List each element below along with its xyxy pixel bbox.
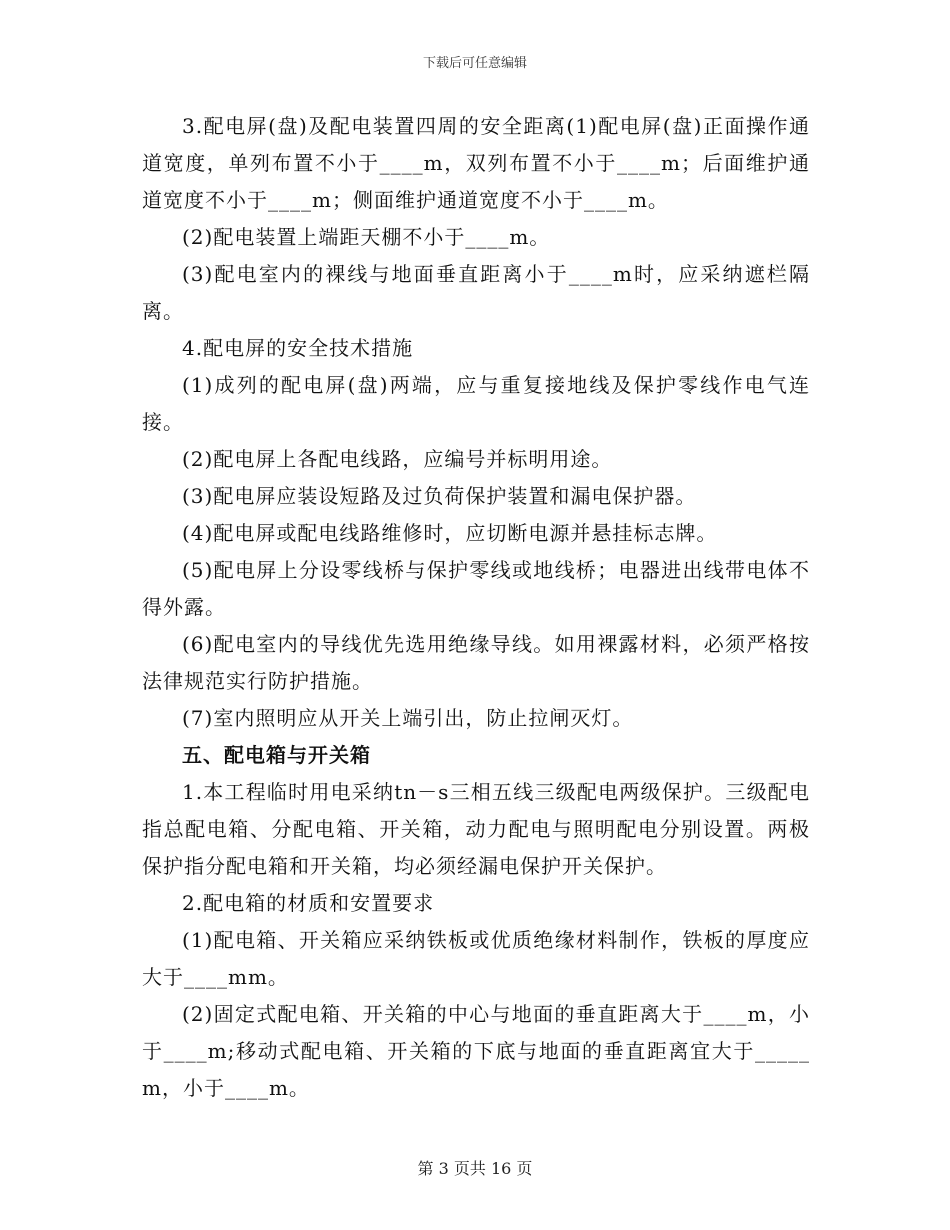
paragraph-measure-4: (4)配电屏或配电线路维修时，应切断电源并悬挂标志牌。 [182,521,718,545]
section-heading: 五、配电箱与开关箱 [182,743,371,767]
paragraph-section-2: 2.配电箱的材质和安置要求 [182,891,435,915]
paragraph-measures-title: 4.配电屏的安全技术措施 [182,336,414,360]
paragraph-bare-wire: (3)配电室内的裸线与地面垂直距离小于____m时，应采纳遮栏隔离。 [142,262,810,323]
paragraph-measure-7: (7)室内照明应从开关上端引出，防止拉闸灭灯。 [182,706,634,730]
paragraph-section-3: (1)配电箱、开关箱应采纳铁板或优质绝缘材料制作，铁板的厚度应大于____mm。 [142,928,810,989]
paragraph-measure-3: (3)配电屏应装设短路及过负荷保护装置和漏电保护器。 [182,484,697,508]
paragraph-measure-6: (6)配电室内的导线优先选用绝缘导线。如用裸露材料，必须严格按法律规范实行防护措施。 [142,632,810,693]
paragraph-section-4: (2)固定式配电箱、开关箱的中心与地面的垂直距离大于____m，小于____m;移动式配电箱、开关箱的下底与地面的垂直距离宜大于_____m，小于____m。 [142,1002,810,1100]
paragraph-safety-distance: 3.配电屏(盘)及配电装置四周的安全距离(1)配电屏(盘)正面操作通道宽度，单列布置不小于____m，双列布置不小于____m；后面维护通道宽度不小于____m；侧面维护通道宽度不小于____m。 [142,114,810,212]
paragraph-measure-5: (5)配电屏上分设零线桥与保护零线或地线桥；电器进出线带电体不得外露。 [142,558,810,619]
paragraph-section-1: 1.本工程临时用电采纳tn－s三相五线三级配电两级保护。三级配电指总配电箱、分配电箱、开关箱，动力配电与照明配电分别设置。两极保护指分配电箱和开关箱，均必须经漏电保护开关保护。 [142,780,810,878]
page-footer: 第 3 页共 16 页 [417,1159,533,1178]
paragraph-ceiling-distance: (2)配电装置上端距天棚不小于____m。 [182,225,551,249]
paragraph-measure-1: (1)成列的配电屏(盘)两端，应与重复接地线及保护零线作电气连接。 [142,373,810,434]
document-body [142,108,810,1107]
paragraph-measure-2: (2)配电屏上各配电线路，应编号并标明用途。 [182,447,613,471]
page-header: 下载后可任意编辑 [422,56,527,71]
